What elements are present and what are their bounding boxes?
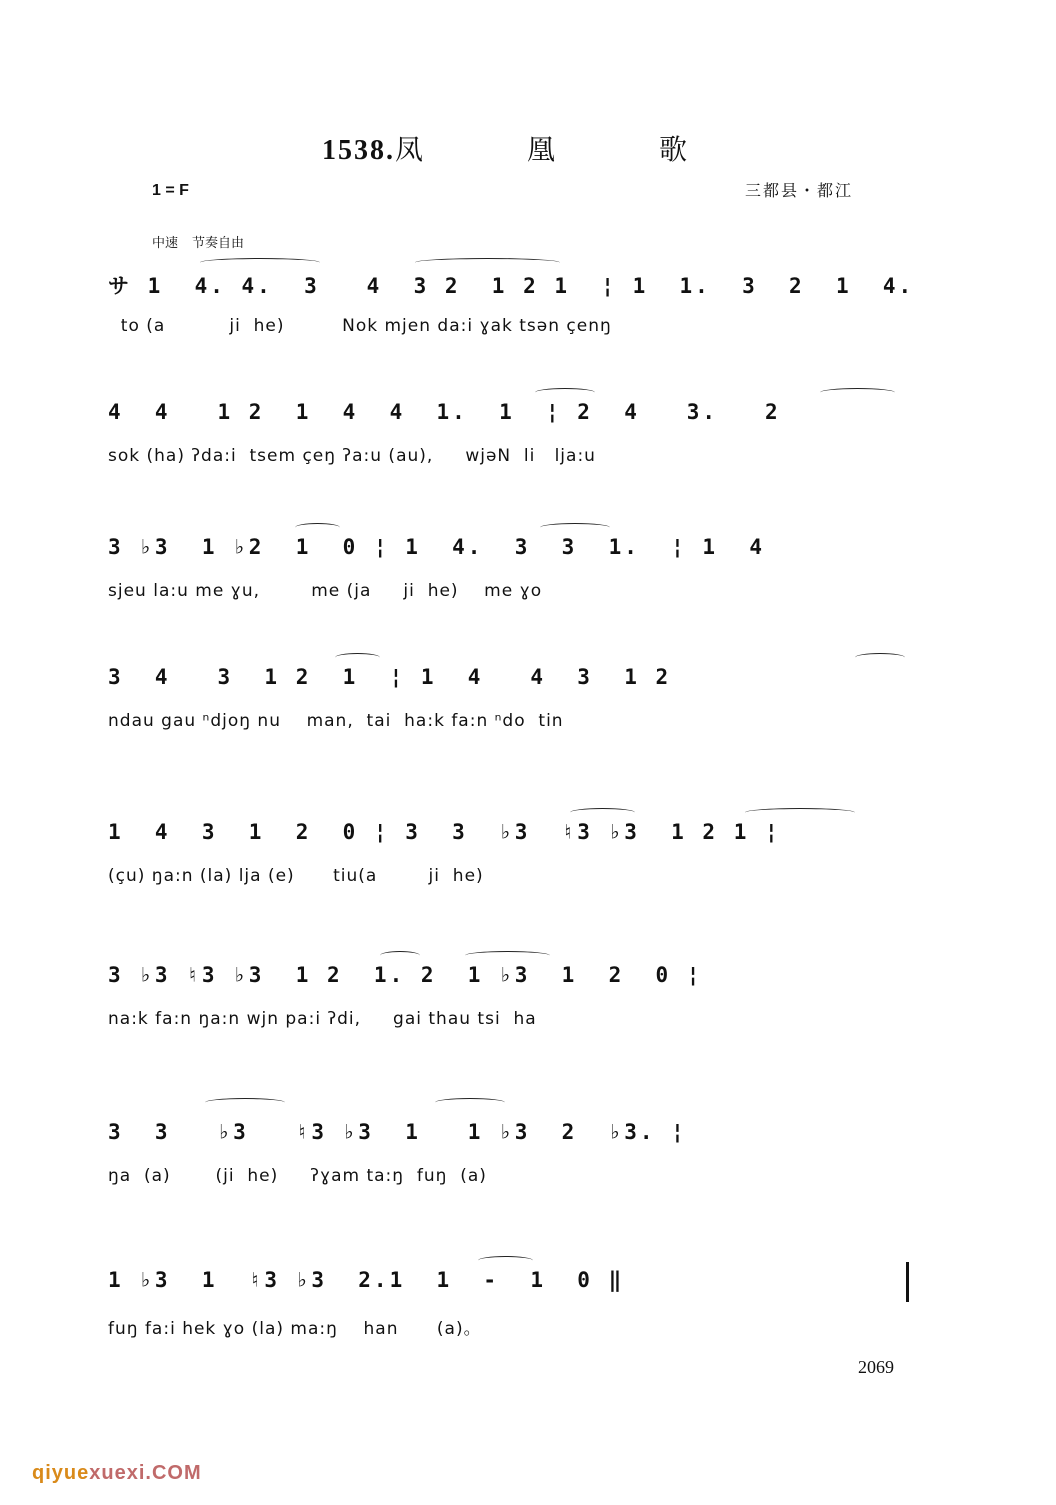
slur-mark [478, 1256, 533, 1265]
score-line-7 [0, 1120, 1056, 1260]
key-signature: 1 = F [152, 182, 189, 199]
song-title [322, 128, 725, 168]
score-line-8 [0, 1268, 1056, 1408]
slur-mark [335, 653, 380, 662]
lyrics: na:k fa:n ŋa:n wjn pa:i ʔdi, gai thau tsi ha [108, 1009, 537, 1029]
slur-mark [820, 388, 895, 397]
tempo-rhythm: 节奏自由 [192, 235, 245, 250]
lyrics: ndau gau ⁿdjoŋ nu man, tai ha:k fa:n ⁿdo tin [108, 711, 564, 731]
slur-mark [380, 951, 420, 960]
notation: 1 4 3 1 2 0 ¦ 3 3 ♭3 ♮3 ♭3 1 2 1 ¦ [108, 820, 781, 844]
score-line-4 [0, 665, 1056, 805]
site-watermark: qiyuexuexi.COM [32, 1462, 202, 1484]
notation: サ 1 4. 4. 3 4 3 2 1 2 1 ¦ 1 1. 3 2 1 4. [108, 274, 915, 298]
notation: 3 3 ♭3 ♮3 ♭3 1 1 ♭3 2 ♭3. ¦ [108, 1120, 687, 1144]
slur-mark [465, 951, 550, 960]
notation: 3 ♭3 1 ♭2 1 0 ¦ 1 4. 3 3 1. ¦ 1 4 [108, 535, 766, 559]
score-line-6 [0, 963, 1056, 1103]
song-origin: 三都县・都江 [745, 181, 854, 200]
slur-mark [540, 523, 610, 532]
score-line-2 [0, 400, 1056, 540]
slur-mark [855, 653, 905, 662]
notation: 4 4 1 2 1 4 4 1. 1 ¦ 2 4 3. 2 [108, 400, 781, 424]
slur-mark [200, 258, 320, 267]
notation: 1 ♭3 1 ♮3 ♭3 2.1 1 - 1 0 ‖ [108, 1268, 625, 1292]
lyrics: fuŋ fa:i hek ɣo (la) ma:ŋ han (a)。 [108, 1319, 482, 1339]
slur-mark [535, 388, 595, 397]
song-number: 1538. [322, 135, 395, 166]
page-number: 2069 [858, 1357, 894, 1377]
notation: 3 ♭3 ♮3 ♭3 1 2 1. 2 1 ♭3 1 2 0 ¦ [108, 963, 703, 987]
lyrics: (çu) ŋa:n (la) lja (e) tiu(a ji he) [108, 866, 484, 886]
slur-mark [205, 1098, 285, 1107]
song-name: 凤 凰 歌 [395, 133, 726, 166]
slur-mark [295, 523, 340, 532]
lyrics: ŋa (a) (ji he) ʔɣam ta:ŋ fuŋ (a) [108, 1166, 487, 1186]
score-line-1 [0, 270, 1056, 410]
final-barline [906, 1262, 909, 1302]
lyrics: sjeu la:u me ɣu, me (ja ji he) me ɣo [108, 581, 543, 601]
slur-mark [435, 1098, 505, 1107]
score-line-5 [0, 820, 1056, 960]
slur-mark [745, 808, 855, 817]
tempo-marking [152, 232, 258, 251]
slur-mark [570, 808, 635, 817]
lyrics: to (a ji he) Nok mjen da:i ɣak tsən çenŋ [108, 316, 612, 336]
notation: 3 4 3 1 2 1 ¦ 1 4 4 3 1 2 [108, 665, 672, 689]
slur-mark [415, 258, 560, 267]
tempo-speed: 中速 [152, 235, 179, 250]
lyrics: sok (ha) ʔda:i tsem çeŋ ʔa:u (au), wjəN li lja:u [108, 446, 596, 466]
